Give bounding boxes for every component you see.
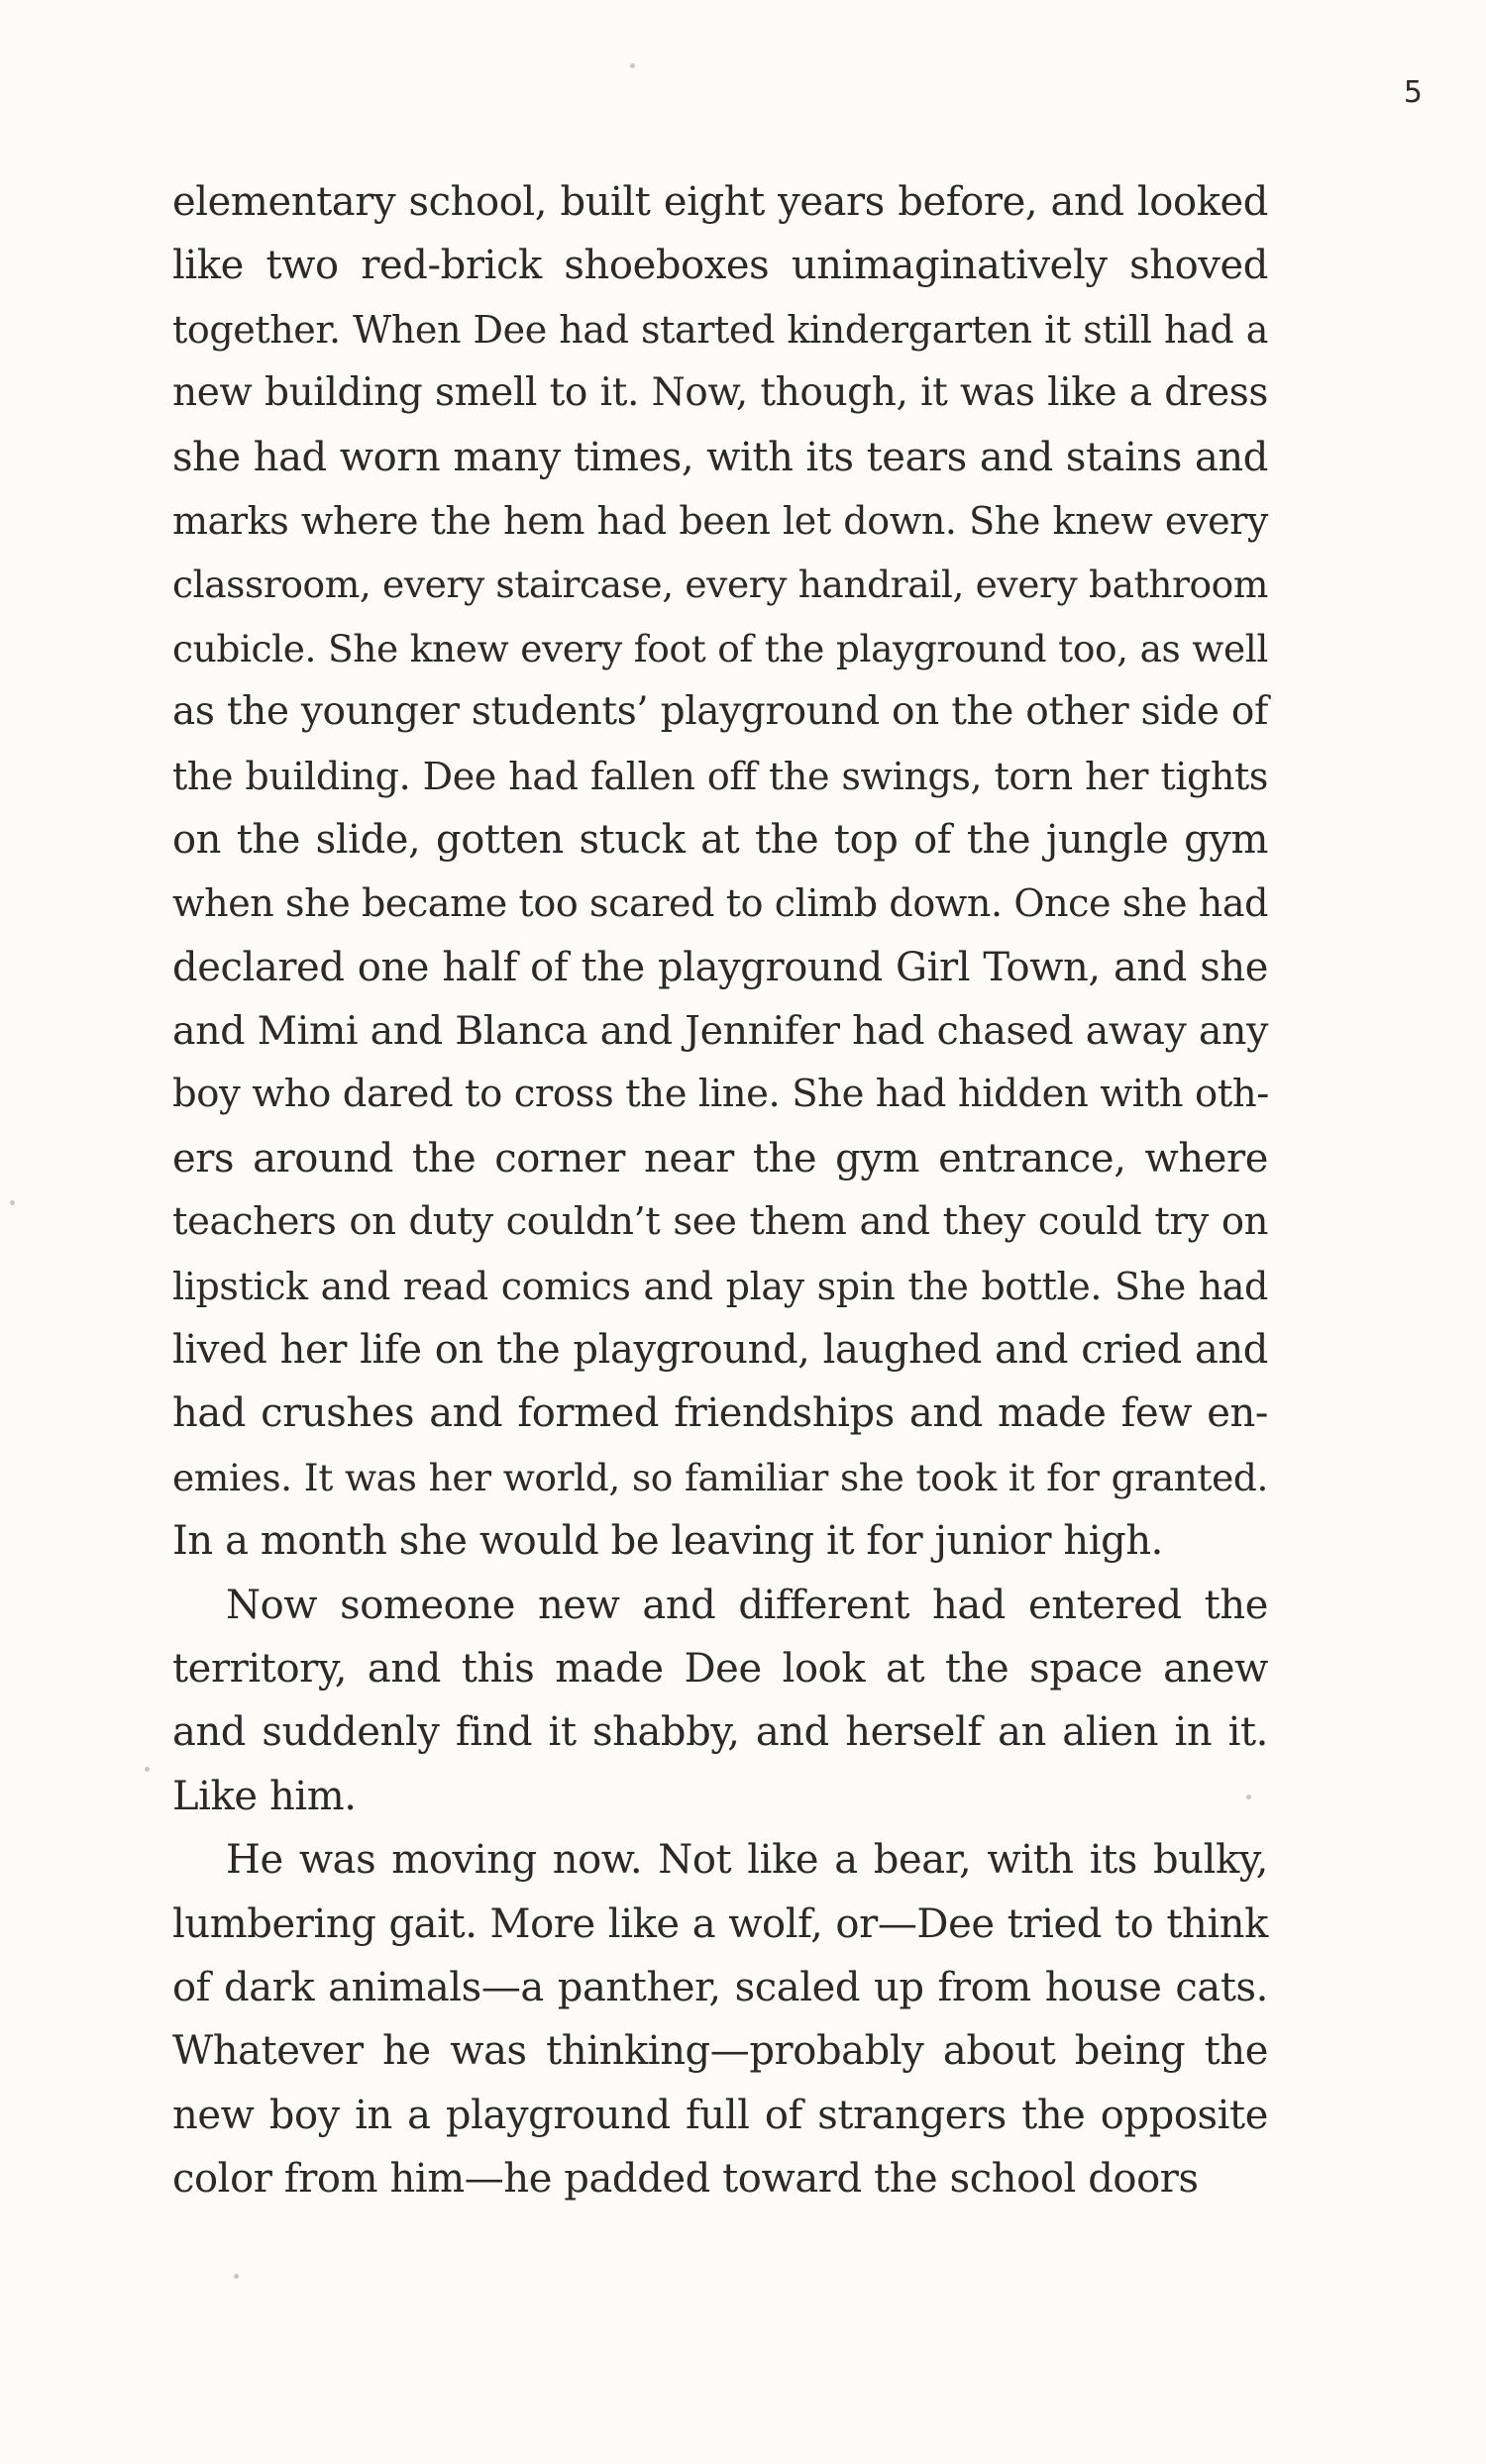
text-line: cubicle. She knew every foot of the playground too, as well	[172, 626, 1268, 670]
text-line: of dark animals—a panther, scaled up from house cats.	[172, 1964, 1268, 2010]
paragraph	[172, 170, 1268, 1574]
text-line: Whatever he was thinking—probably about being the	[172, 2028, 1268, 2075]
text-line: ers around the corner near the gym entrance, where	[172, 1135, 1268, 1181]
text-line: boy who dared to cross the line. She had hidden with oth-	[172, 1072, 1269, 1117]
text-line: on the slide, gotten stuck at the top of the jungle gym	[172, 816, 1268, 863]
text-line: marks where the hem had been let down. She knew every	[172, 498, 1268, 543]
text-line: Now someone new and different had entered the	[226, 1582, 1268, 1628]
text-line: and Mimi and Blanca and Jennifer had chased away any	[172, 1008, 1268, 1055]
text-line: He was moving now. Not like a bear, with its bulky,	[226, 1837, 1268, 1884]
paper-speck	[234, 2274, 239, 2279]
body-text	[172, 170, 1268, 2211]
paper-speck	[145, 1767, 150, 1772]
text-line: as the younger students’ playground on the other side of	[172, 689, 1268, 735]
text-line: and suddenly find it shabby, and herself an alien in it.	[172, 1709, 1268, 1756]
paper-speck	[10, 1200, 15, 1205]
text-line: the building. Dee had fallen off the swings, torn her tights	[172, 754, 1268, 798]
text-line: Like him.	[172, 1773, 357, 1819]
text-line: had crushes and formed friendships and made few en-	[172, 1390, 1268, 1437]
page-number: 5	[1403, 75, 1423, 110]
text-line: new building smell to it. Now, though, it was like a dress	[172, 370, 1268, 416]
text-line: she had worn many times, with its tears and stains and	[172, 434, 1268, 480]
paragraph	[172, 1828, 1268, 2210]
text-line: classroom, every staircase, every handrail, every bathroom	[172, 563, 1268, 607]
text-line: together. When Dee had started kindergarten it still had a	[172, 307, 1268, 352]
text-line: lived her life on the playground, laughed and cried and	[172, 1327, 1268, 1374]
paper-speck	[1246, 1795, 1251, 1799]
text-line: like two red-brick shoeboxes unimaginatively shoved	[172, 243, 1268, 289]
text-line: territory, and this made Dee look at the space anew	[172, 1645, 1268, 1692]
text-line: lipstick and read comics and play spin the bottle. She had	[172, 1264, 1268, 1308]
paragraph	[172, 1574, 1268, 1829]
text-line: teachers on duty couldn’t see them and they could try on	[172, 1199, 1268, 1245]
text-line: lumbering gait. More like a wolf, or—Dee tried to think	[172, 1900, 1268, 1947]
text-line: elementary school, built eight years before, and looked	[172, 179, 1268, 225]
text-line: emies. It was her world, so familiar she took it for granted.	[172, 1455, 1268, 1499]
text-line: In a month she would be leaving it for junior high.	[172, 1518, 1163, 1565]
text-line: color from him—he padded toward the school doors	[172, 2156, 1199, 2203]
paper-speck	[630, 63, 635, 68]
text-line: new boy in a playground full of strangers the opposite	[172, 2092, 1268, 2138]
text-line: declared one half of the playground Girl Town, and she	[172, 944, 1268, 990]
text-line: when she became too scared to climb down. Once she had	[172, 881, 1269, 926]
